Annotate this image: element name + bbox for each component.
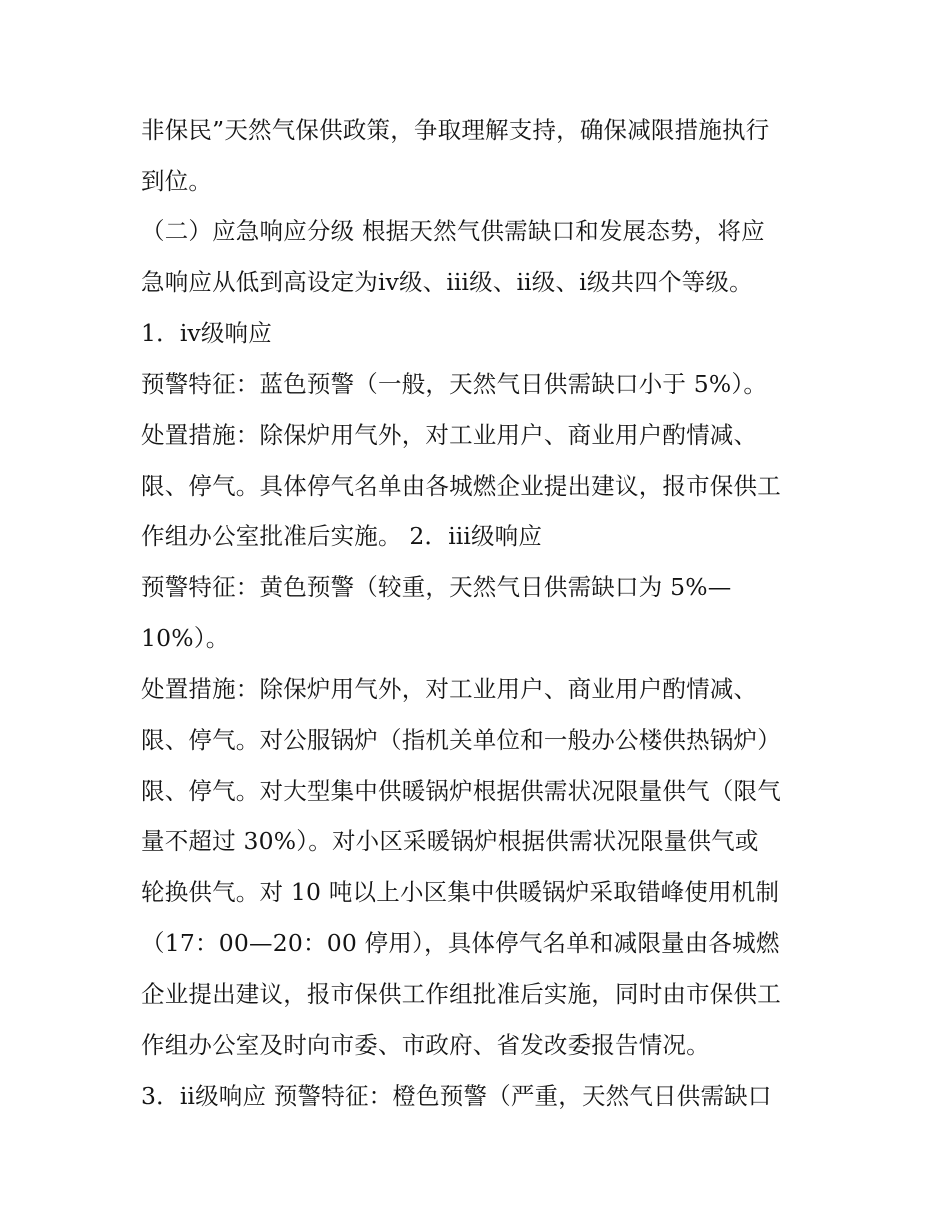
text-line: 急响应从低到高设定为ⅳ级、ⅲ级、ⅱ级、ⅰ级共四个等级。 [141,268,753,296]
text-line: 预警特征：蓝色预警（一般，天然气日供需缺口小于 5%）。 [141,370,768,398]
subsection-heading: 1．ⅳ级响应 [141,319,272,347]
text-line: 处置措施：除保炉用气外，对工业用户、商业用户酌情减、 [141,675,758,703]
text-line: 非保民”天然气保供政策，争取理解支持，确保减限措施执行 [141,116,770,144]
subsection-heading: 3．ⅱ级响应 预警特征：橙色预警（严重，天然气日供需缺口 [141,1082,772,1110]
text-line: 预警特征：黄色预警（较重，天然气日供需缺口为 5%— [141,573,732,601]
text-line: 到位。 [141,167,213,195]
text-line: 轮换供气。对 10 吨以上小区集中供暖锅炉采取错峰使用机制 [141,878,780,906]
text-line: 企业提出建议，报市保供工作组批准后实施，同时由市保供工 [141,980,781,1008]
text-line: （17：00—20：00 停用），具体停气名单和减限量由各城燃 [141,929,780,957]
text-line: 限、停气。具体停气名单由各城燃企业提出建议，报市保供工 [141,472,781,500]
text-line: 量不超过 30%）。对小区采暖锅炉根据供需状况限量供气或 [141,827,759,855]
text-line: 作组办公室及时向市委、市政府、省发改委报告情况。 [141,1031,710,1059]
text-line: 作组办公室批准后实施。 2．ⅲ级响应 [141,522,543,550]
text-line: 10%）。 [141,624,230,652]
section-heading: （二）应急响应分级 根据天然气供需缺口和发展态势，将应 [141,217,765,245]
text-line: 限、停气。对大型集中供暖锅炉根据供需状况限量供气（限气 [141,777,781,805]
text-line: 处置措施：除保炉用气外，对工业用户、商业用户酌情减、 [141,421,758,449]
text-line: 限、停气。对公服锅炉（指机关单位和一般办公楼供热锅炉） [141,726,781,754]
